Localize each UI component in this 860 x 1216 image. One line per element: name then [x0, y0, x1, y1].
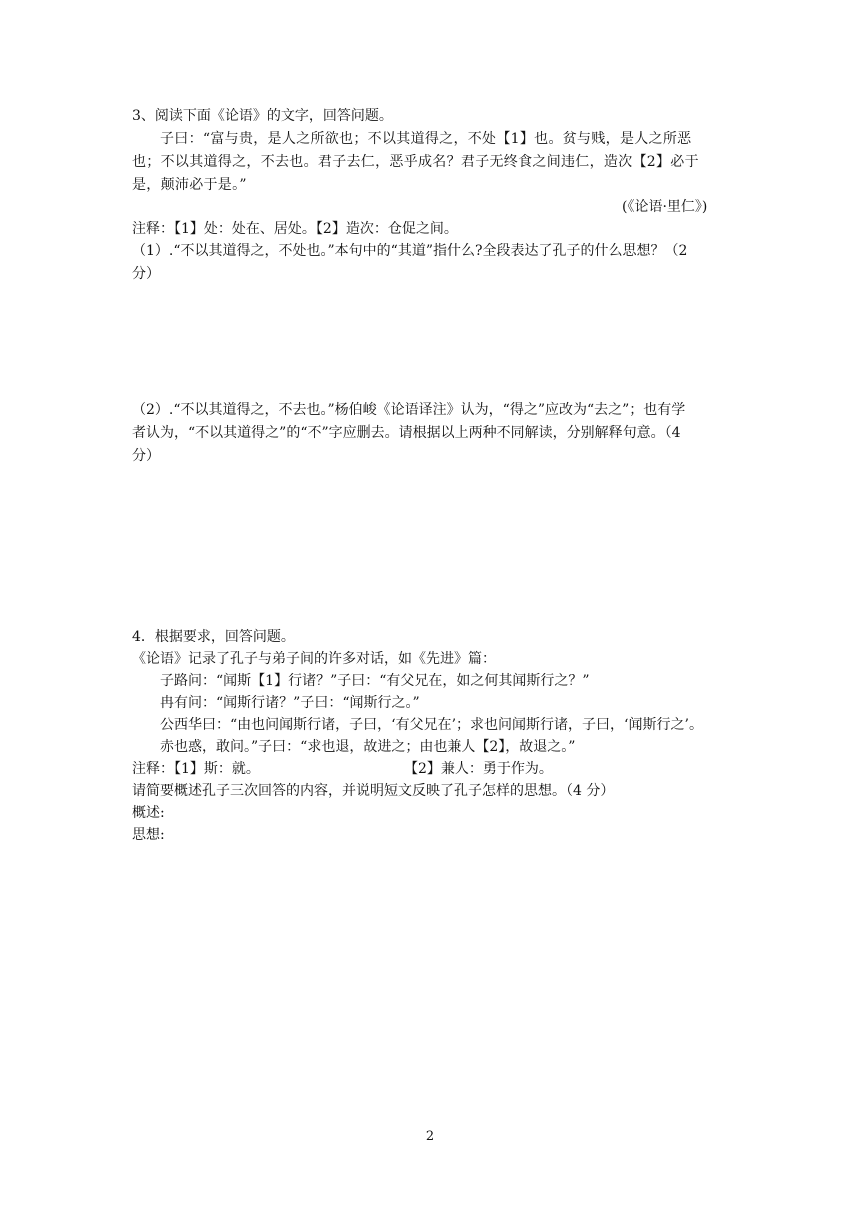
q3-passage-line-3: 是，颠沛必于是。” — [132, 177, 247, 193]
q3-sub2-line-2: 者认为，“不以其道得之”的“不”字应删去。请根据以上两种不同解读，分别解释句意。（4 — [132, 425, 681, 441]
q4-dialogue-line-3: 公西华曰：“由也问闻斯行诸，子曰，‘有父兄在’；求也问闻斯行诸，子曰，‘闻斯行之’。 — [160, 717, 703, 733]
q3-heading: 3、阅读下面《论语》的文字，回答问题。 — [132, 108, 393, 124]
page-number: 2 — [425, 1129, 435, 1144]
q3-notes: 注释：【1】处：处在、居处。【2】造次：仓促之间。 — [132, 221, 458, 237]
q3-passage-line-2: 也；不以其道得之，不去也。君子去仁，恶乎成名？君子无终食之间违仁，造次【2】必于 — [132, 154, 699, 170]
q3-sub2-line-1: （2）.“不以其道得之，不去也。”杨伯峻《论语译注》认为，“得之”应改为“去之”；也有学 — [132, 402, 686, 418]
q3-sub1-line-1: （1）.“不以其道得之，不处也。”本句中的“其道”指什么?全段表达了孔子的什么思想？（2 — [132, 243, 688, 259]
q4-summary-label: 概述: — [132, 805, 165, 821]
q3-passage-line-1: 子曰：“富与贵，是人之所欲也；不以其道得之，不处【1】也。贫与贱，是人之所恶 — [160, 131, 692, 147]
q4-task: 请简要概述孔子三次回答的内容，并说明短文反映了孔子怎样的思想。（4 分） — [132, 783, 615, 799]
q4-intro: 《论语》记录了孔子与弟子间的许多对话，如《先进》篇： — [132, 651, 496, 667]
q3-sub2-line-3: 分） — [132, 448, 160, 464]
q4-dialogue-line-1: 子路问：“闻斯【1】行诸？”子曰：“有父兄在，如之何其闻斯行之？” — [160, 673, 590, 689]
q4-dialogue-line-2: 冉有问：“闻斯行诸？”子曰：“闻斯行之。” — [160, 695, 420, 711]
q4-heading: 4．根据要求，回答问题。 — [132, 629, 295, 645]
q4-note-1: 注释：【1】斯：就。 — [132, 761, 260, 777]
q3-sub1-line-2: 分） — [132, 266, 160, 282]
q3-source: (《论语·里仁》) — [622, 199, 708, 215]
q4-dialogue-line-4: 赤也惑，敢问。”子曰：“求也退，故进之；由也兼人【2】，故退之。” — [160, 739, 576, 755]
q4-thought-label: 思想: — [132, 827, 165, 843]
q4-note-2: 【2】兼人：勇于作为。 — [404, 761, 553, 777]
